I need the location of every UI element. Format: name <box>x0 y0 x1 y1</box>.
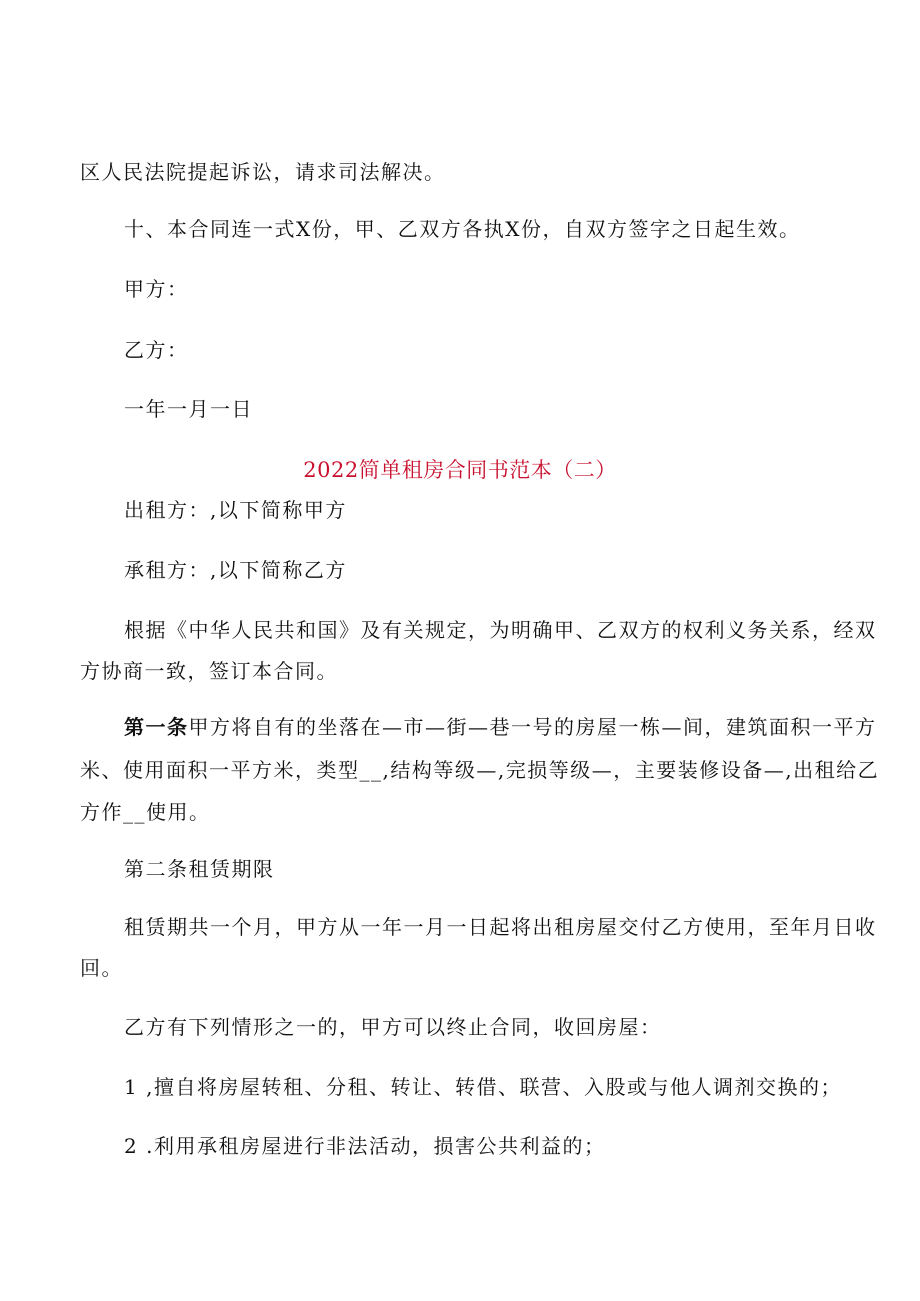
list-item: 2 .利用承租房屋进行非法活动，损害公共利益的； <box>124 1134 606 1158</box>
article-heading: 第二条租赁期限 <box>124 857 275 881</box>
text-line: 十、本合同连一式X份，甲、乙双方各执X份，自双方签字之日起生效。 <box>124 217 801 241</box>
text-line: 出租方：,以下简称甲方 <box>124 498 347 522</box>
article-text: 甲方将自有的坐落在—市—街—巷一号的房屋一栋—间，建筑面积一平方 <box>188 715 877 739</box>
text-line: 米、使用面积一平方米，类型__,结构等级—,完损等级—，主要装修设备—,出租给乙 <box>80 758 880 782</box>
section-title: 2022简单租房合同书范本（二） <box>303 458 617 482</box>
article-heading: 第一条 <box>124 715 189 739</box>
text-line <box>124 713 877 741</box>
signature-date: 一年一月一日 <box>124 397 253 421</box>
text-line: 区人民法院提起诉讼，请求司法解决。 <box>80 160 446 184</box>
text-line: 租赁期共一个月，甲方从一年一月一日起将出租房屋交付乙方使用，至年月日收 <box>124 915 877 939</box>
text-line: 方协商一致，签订本合同。 <box>80 659 338 683</box>
signature-party-a: 甲方： <box>124 277 189 301</box>
text-line: 方作__使用。 <box>80 800 211 824</box>
text-line: 承租方：,以下简称乙方 <box>124 558 347 582</box>
text-line: 根据《中华人民共和国》及有关规定，为明确甲、乙双方的权利义务关系，经双 <box>124 618 877 642</box>
signature-party-b: 乙方： <box>124 338 189 362</box>
text-line: 乙方有下列情形之一的，甲方可以终止合同，收回房屋： <box>124 1015 662 1039</box>
list-item: 1 ,擅自将房屋转租、分租、转让、转借、联营、入股或与他人调剂交换的； <box>124 1075 842 1099</box>
text-line: 回。 <box>80 956 123 980</box>
